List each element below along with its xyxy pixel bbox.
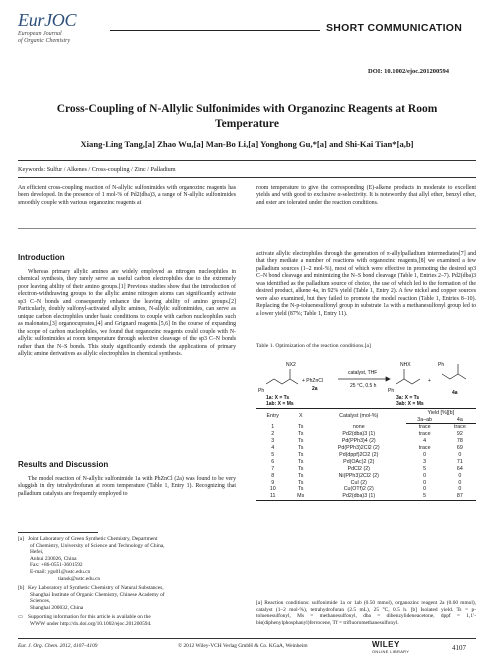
table-cell: 0 bbox=[458, 479, 462, 486]
table-cell: 2 bbox=[271, 431, 275, 438]
footnote-b bbox=[18, 585, 236, 611]
col-yield-3: 3a–ab bbox=[406, 416, 444, 424]
table-cell: 10 bbox=[269, 486, 276, 493]
table-cell: 0 bbox=[423, 472, 427, 479]
keywords-rule-bottom bbox=[18, 177, 476, 178]
table-cell: 5 bbox=[406, 493, 444, 500]
table-cell: 5 bbox=[271, 452, 275, 458]
table-row bbox=[256, 458, 476, 465]
supporting-info-line: Supporting information for this article is available on the bbox=[28, 614, 151, 620]
footnote-b-line: Shanghai Institute of Organic Chemistry, Chinese Academy of bbox=[30, 591, 165, 598]
table-cell: Ts bbox=[298, 424, 304, 431]
table-cell: 69 bbox=[456, 445, 463, 452]
logo-subtitle-1: European Journal bbox=[18, 31, 62, 37]
table-cell: Pd(PPh3)2Cl2 (2) bbox=[337, 445, 380, 452]
footnote-b-line: Sciences, bbox=[30, 598, 51, 605]
results-heading: Results and Discussion bbox=[18, 460, 109, 469]
table-cell: Ts bbox=[298, 472, 304, 479]
product4-ph: Ph bbox=[438, 362, 445, 368]
table-row bbox=[256, 493, 476, 500]
table-cell: Pd(OAc)2 (2) bbox=[343, 458, 375, 465]
table-cell: none bbox=[352, 424, 365, 431]
plus-sign: + bbox=[428, 378, 431, 384]
reagent-id: 2a bbox=[312, 386, 318, 392]
table-cell: 3 bbox=[423, 458, 427, 465]
introduction-text: Whereas primary allylic amines are widely employed as nitrogen nucleophiles in chemical synthesis, they rarely serve as useful carbon electrophiles due to the extremely poor leaving ability of their amino groups.[1] Previous studies show that the introduction of electron-withdrawing groups to the allylic amine nitrogen atoms can significantly activate sp3 C–N bonds and consequently enhance the leaving ability of amino groups.[2] Particularly, doubly sulfonyl-activated allylic amines, N-allylic sulfonimides, can serve as unique carbon electrophiles under basic conditions to couple with carbon nucleophiles such as malonates,[3] organocuprates,[4] and Grignard reagents.[5,6] In the course of expanding the scope of carbon nucleophiles, we found that organozinc reagents could couple with N-allylic sulfonimides at room temperature through selective cleavage of the sp3 C–N bonds rather than the N–S bonds. This study significantly extends the applications of primary allylic amine derivatives as allylic electrophiles in chemical synthesis. bbox=[18, 269, 236, 357]
footnote-a-line: Fax: +86-0551-3601592 bbox=[30, 562, 83, 569]
reagent: + PhZnCl bbox=[302, 378, 323, 384]
table-caption: Table 1. Optimization of the reaction conditions.[a] bbox=[256, 343, 371, 349]
wiley-logo bbox=[372, 640, 420, 658]
product3-label-1: 3a: X = Ts bbox=[396, 395, 420, 401]
abstract-rule bbox=[18, 228, 476, 229]
footnote-a-line: E-mail: ygu01@ustc.edu.cn bbox=[30, 568, 91, 575]
table-row bbox=[256, 445, 476, 452]
table-cell: 6 bbox=[271, 458, 275, 465]
table-cell: 92 bbox=[456, 431, 463, 438]
footnote-a-line: tiansk@ustc.edu.cn bbox=[58, 575, 101, 582]
section-label: SHORT COMMUNICATION bbox=[326, 22, 463, 34]
introduction-heading: Introduction bbox=[18, 253, 65, 262]
table-cell: 1 bbox=[271, 424, 275, 431]
col-yield: Yield [%][b] bbox=[406, 409, 476, 417]
product4-skeleton bbox=[442, 374, 466, 379]
journal-logo bbox=[18, 10, 108, 44]
copyright: © 2012 Wiley-VCH Verlag GmbH & Co. KGaA, Weinheim bbox=[178, 643, 308, 649]
catalyst-label: catalyst, THF bbox=[348, 370, 378, 376]
footnote-a-line: Joint Laboratory of Green Synthetic Chemistry, Department bbox=[28, 536, 158, 542]
table-cell: 0 bbox=[423, 452, 427, 458]
footnote-a bbox=[18, 536, 236, 582]
supporting-info-link[interactable]: WWW under http://dx.doi.org/10.1002/ejoc.201200594. bbox=[30, 620, 152, 627]
table-cell: 8 bbox=[271, 472, 275, 479]
table-cell: trace bbox=[453, 424, 466, 431]
header-rule bbox=[110, 30, 320, 31]
logo-title: EurJOC bbox=[18, 10, 77, 30]
results-text: The model reaction of N-allylic sulfonimide 1a with PhZnCl (2a) was found to be very sluggish in dry tetrahydrofuran at room temperature (Table 1, Entry 1). Recognizing that palladium catalysts are frequently employed to bbox=[18, 476, 236, 497]
product4-label: 4a bbox=[452, 390, 458, 396]
arrow-head bbox=[386, 377, 390, 381]
table-cell: Ts bbox=[298, 486, 304, 493]
table-cell: 3 bbox=[271, 438, 275, 445]
table-cell: Ts bbox=[298, 458, 304, 465]
product3-skeleton bbox=[396, 379, 420, 384]
table-footnote: [a] Reaction conditions: sulfonimide 1a or 1ab (0.50 mmol), organozinc reagent 2a (0.60 mmol), catalyst (1–2 mol-%), tetrahydrofuran (2.5 mL), 25 °C, 0.5 h. [b] Isolated yield. Ts = p-toluenesulfonyl, Ms = methanesulfonyl, dba = dibenzylideneacetone, dppf = 1,1′-bis(diphenylphosphanyl)ferrocene, Tf = trifluoromethanesulfonyl. bbox=[256, 600, 476, 626]
table-cell: 5 bbox=[423, 465, 427, 472]
table-cell: CuI (2) bbox=[350, 479, 367, 486]
journal-citation: Eur. J. Org. Chem. 2012, 4107–4109 bbox=[18, 643, 98, 649]
table-cell: Cu(OTf)2 (2) bbox=[343, 486, 374, 493]
col-entry: Entry bbox=[256, 409, 289, 424]
col-x: X bbox=[289, 409, 312, 424]
col-yield-4: 4a bbox=[444, 416, 476, 424]
keywords-rule-top bbox=[18, 160, 476, 161]
substrate-ph: Ph bbox=[258, 388, 265, 394]
table-cell: 64 bbox=[456, 465, 463, 472]
table-row bbox=[256, 431, 476, 438]
page-number: 4107 bbox=[452, 644, 466, 652]
footnote-b-line: Key Laboratory of Synthetic Chemistry of Natural Substances, bbox=[28, 585, 164, 591]
table-cell: trace bbox=[418, 424, 431, 431]
table-cell: 71 bbox=[456, 458, 463, 465]
table-cell: trace bbox=[418, 445, 431, 452]
substrate-nx2: NX2 bbox=[286, 362, 296, 368]
footnote-b-line: Shanghai 200032, China bbox=[30, 604, 84, 611]
footer-rule bbox=[18, 638, 476, 639]
results-table bbox=[256, 408, 476, 501]
condition-label: 25 °C, 0.5 h bbox=[350, 383, 377, 389]
document-icon: ▭ bbox=[18, 614, 24, 620]
footnote-a-tag: [a] bbox=[18, 536, 24, 542]
wiley-logo-subtext: ONLINE LIBRARY bbox=[372, 649, 410, 654]
table-cell: PdCl2 (2) bbox=[347, 465, 370, 472]
paper-title: Cross-Coupling of N-Allylic Sulfonimides with Organozinc Reagents at Room Temperature bbox=[56, 103, 438, 130]
table-cell: Ts bbox=[298, 438, 304, 445]
table-cell: Pd(PPh3)4 (2) bbox=[341, 438, 376, 445]
substrate-label-1: 1a: X = Ts bbox=[266, 395, 290, 401]
footnote-rule bbox=[18, 532, 98, 533]
abstract-left: An efficient cross-coupling reaction of N-allylic sulfonimides with organozinc reagents has been developed. In the presence of 1 mol-% of Pd2(dba)3, a range of N-allylic sulfonimides smoothly couple with various organozinc reagents at bbox=[18, 185, 236, 206]
doi[interactable]: DOI: 10.1002/ejoc.201200594 bbox=[368, 68, 450, 75]
table-cell: Ts bbox=[298, 452, 304, 458]
logo-subtitle-2: of Organic Chemistry bbox=[18, 38, 71, 44]
abstract-right: room temperature to give the corresponding (E)-alkene products in moderate to excellent yields and with good to exclusive α-selectivity. It is noteworthy that allyl ether, benzyl ether, and ester are tolerated under the reaction conditions. bbox=[256, 185, 476, 206]
table-cell: 7 bbox=[271, 465, 275, 472]
table-cell: 0 bbox=[423, 479, 427, 486]
keywords: Keywords: Sulfur / Alkenes / Cross-coupling / Zinc / Palladium bbox=[18, 166, 176, 173]
supporting-info bbox=[18, 614, 236, 627]
table-row bbox=[256, 438, 476, 445]
product3-label-2: 3ab: X = Ms bbox=[396, 401, 424, 406]
table-cell: 0 bbox=[458, 486, 462, 493]
table-row bbox=[256, 479, 476, 486]
right-column-text: activate allylic electrophiles through the generation of π-allylpalladium intermediates[7] and that they mediate a number of reactions with organozinc reagents,[8] we examined a few palladium sources (1–2 mol-%), most of which were effective in promoting the desired sp3 C–N bond cleavage and minimizing the N–S bond cleavage (Table 1, Entries 2–7). Pd2(dba)3 was identified as the palladium source of choice, the use of which led to the formation of the desired product, alkene 4a, in 92% yield (Table 1, Entry 2). A few nickel and copper sources were also examined, but they failed to promote the model reaction (Table 1, Entries 8–10). Replacing the N-p-toluenesulfonyl group in substrate 1a with a methanesulfonyl group led to a lower yield (87%; Table 1, Entry 11). bbox=[256, 251, 476, 317]
table-cell: trace bbox=[418, 431, 431, 438]
table-row bbox=[256, 452, 476, 459]
table-row bbox=[256, 472, 476, 479]
footnote-a-line: of Chemistry, University of Science and Technology of China, bbox=[30, 542, 165, 549]
table-cell: 78 bbox=[456, 438, 463, 445]
table-cell: 0 bbox=[423, 486, 427, 493]
substrate-skeleton bbox=[266, 379, 298, 384]
product3-nhx: NHX bbox=[400, 362, 411, 368]
table-cell: Pd2(dba)3 (1) bbox=[312, 493, 406, 500]
table-cell: 4 bbox=[423, 438, 427, 445]
table-cell: 0 bbox=[458, 452, 462, 458]
table-cell: 87 bbox=[444, 493, 476, 500]
product3-ph: Ph bbox=[388, 388, 395, 394]
table-cell: 9 bbox=[271, 479, 275, 486]
footnote-a-line: Hefei, bbox=[30, 549, 44, 556]
table-row bbox=[256, 486, 476, 493]
table-cell: Ts bbox=[298, 445, 304, 452]
substrate-label-2: 1ab: X = Ms bbox=[266, 401, 294, 406]
table-cell: Pd(dppf)2Cl2 (2) bbox=[339, 452, 379, 458]
table-cell: Pd2(dba)3 (1) bbox=[342, 431, 376, 438]
wiley-logo-text: WILEY bbox=[372, 640, 400, 649]
table-cell: Ms bbox=[289, 493, 312, 500]
table-cell: Ts bbox=[298, 431, 304, 438]
table-cell: 4 bbox=[271, 445, 275, 452]
footnote-b-tag: [b] bbox=[18, 585, 25, 591]
reaction-scheme bbox=[256, 354, 476, 406]
table-cell: Ni(PPh3)2Cl2 (2) bbox=[338, 472, 379, 479]
table-row bbox=[256, 424, 476, 431]
table-row bbox=[256, 465, 476, 472]
col-catalyst: Catalyst (mol-%) bbox=[312, 409, 406, 424]
table-cell: 0 bbox=[458, 472, 462, 479]
table-cell: 11 bbox=[256, 493, 289, 500]
table-cell: Ts bbox=[298, 465, 304, 472]
author-list: Xiang-Ling Tang,[a] Zhao Wu,[a] Man-Bo Li,[a] Yonghong Gu,*[a] and Shi-Kai Tian*[a,b] bbox=[80, 139, 414, 149]
footnote-a-line: Anhui 230026, China bbox=[30, 555, 77, 562]
table-cell: Ts bbox=[298, 479, 304, 486]
